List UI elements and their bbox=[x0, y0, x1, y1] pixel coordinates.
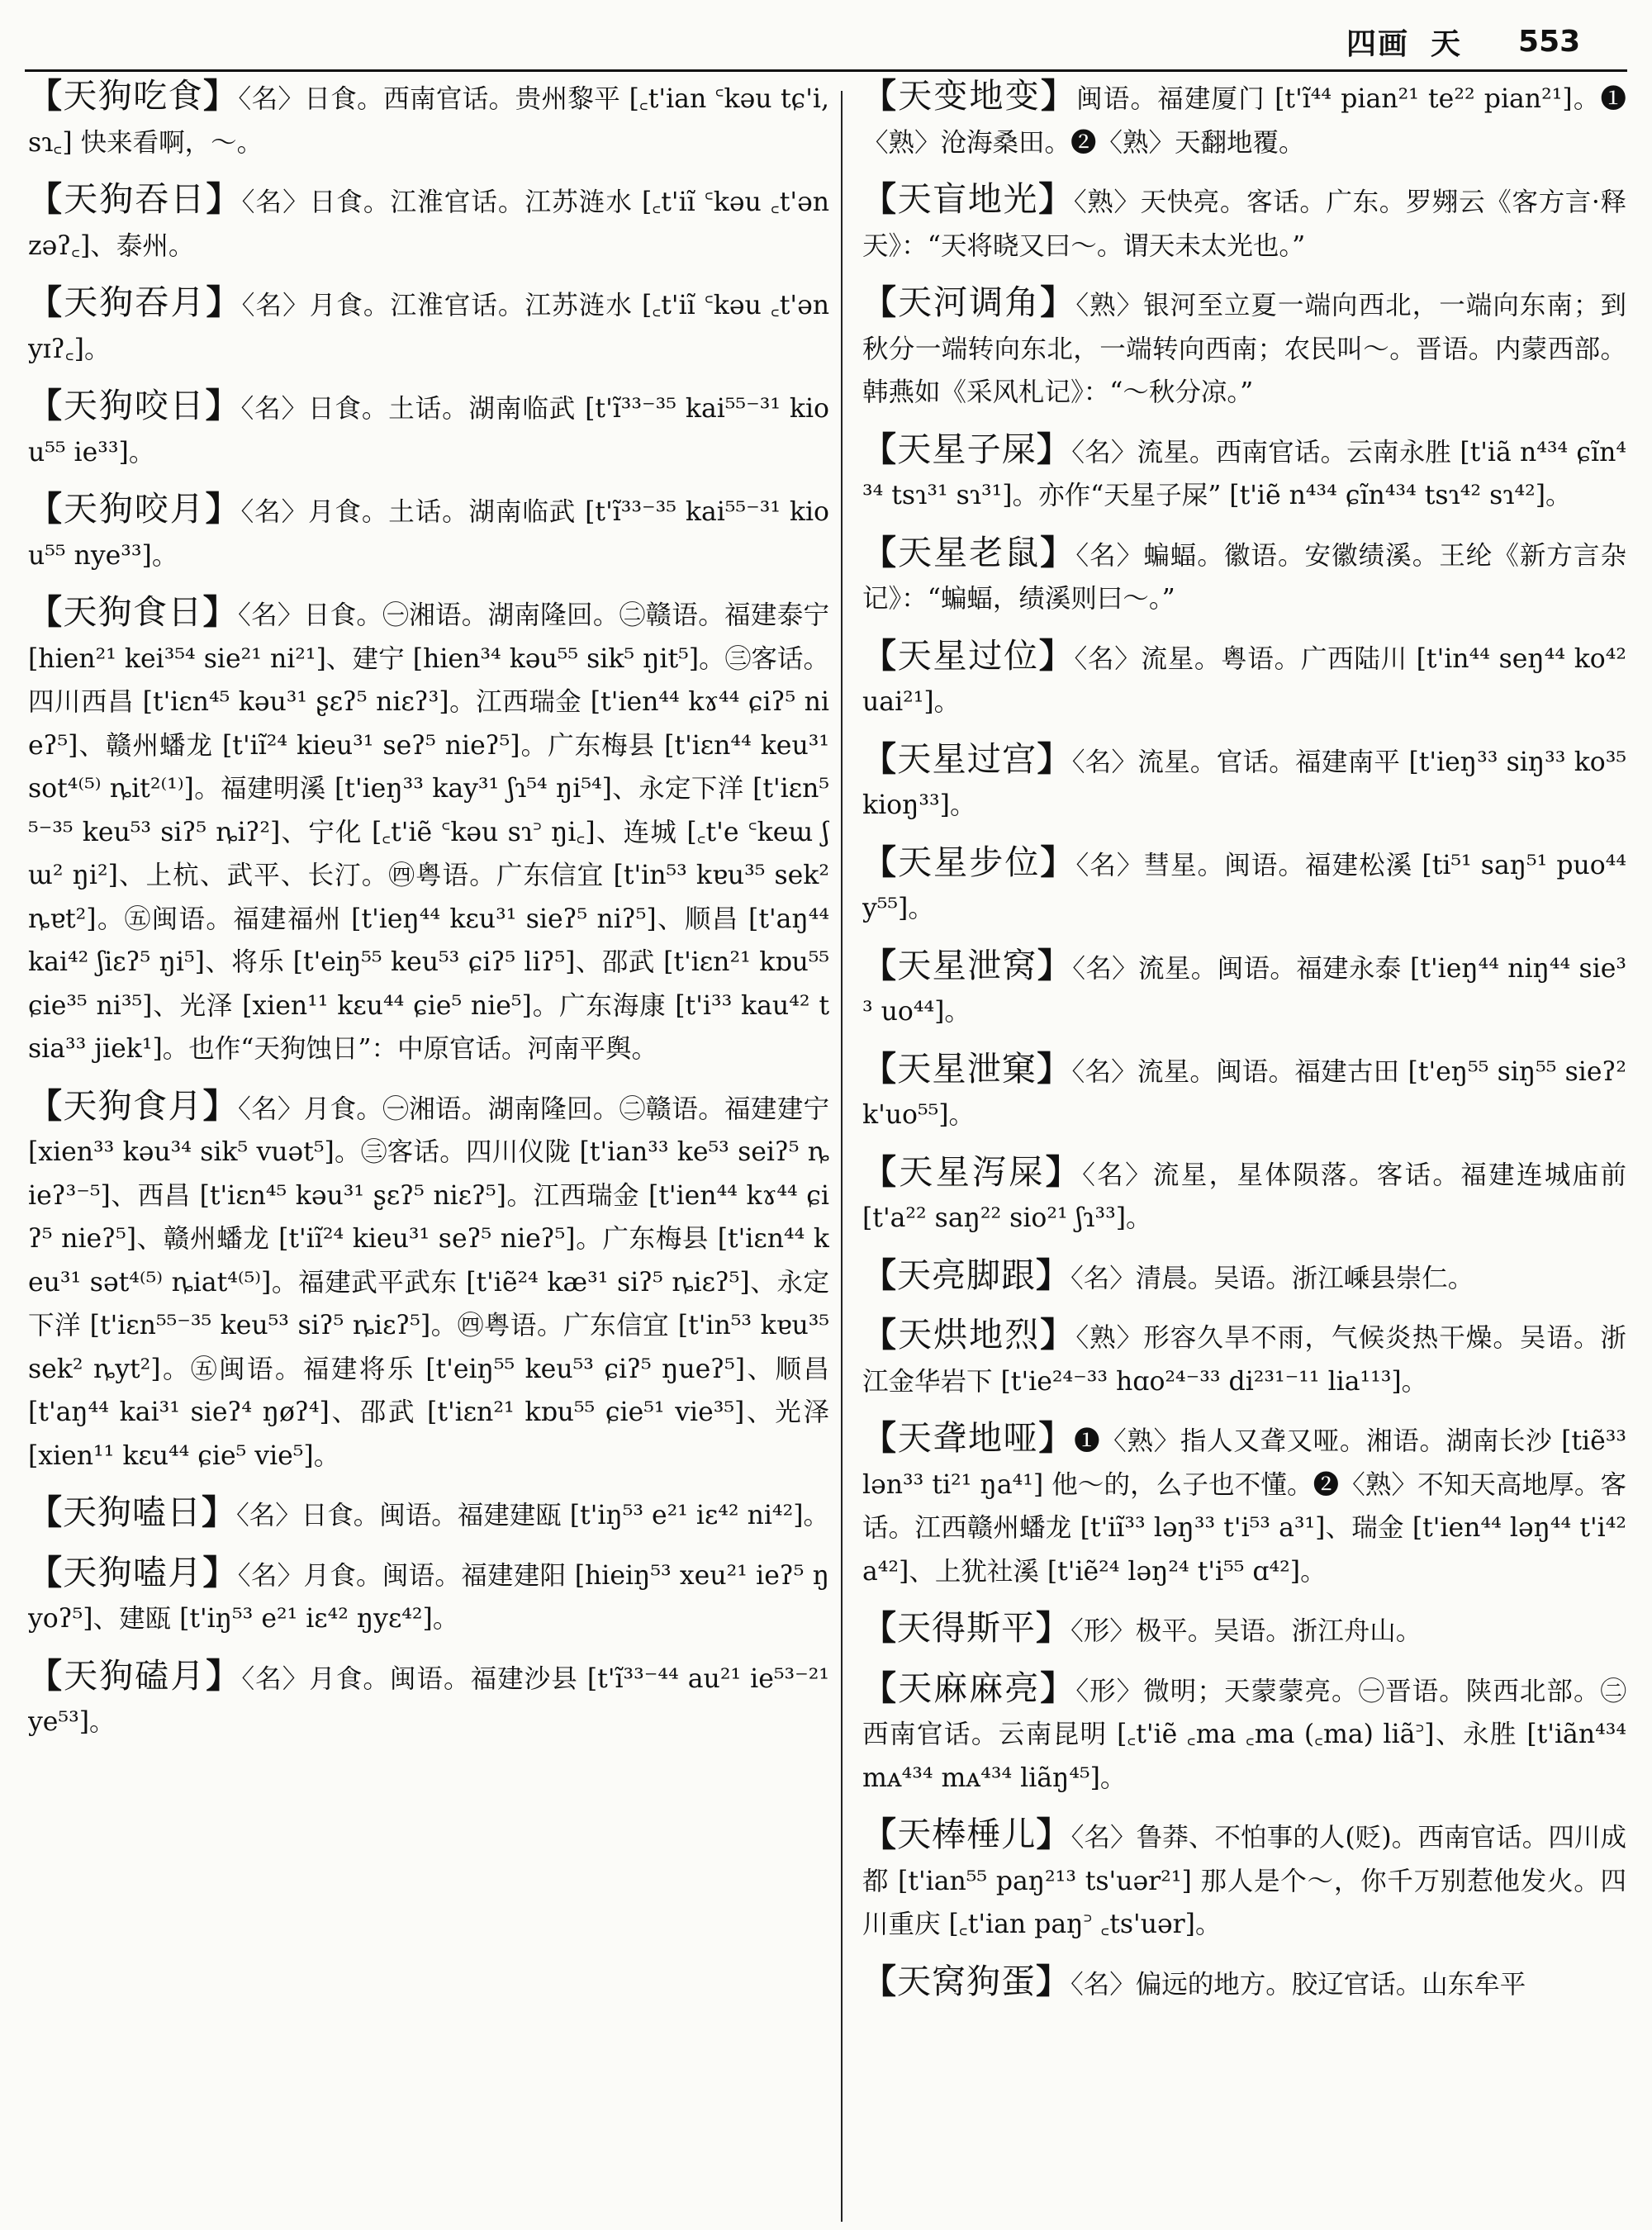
headword-bracket-open: 【 bbox=[28, 1492, 63, 1532]
dictionary-entry bbox=[862, 841, 1626, 931]
headword-bracket-open: 【 bbox=[862, 1255, 897, 1295]
headword-term: 天聋地哑 bbox=[897, 1418, 1039, 1458]
dictionary-entry bbox=[862, 1254, 1626, 1301]
headword-term: 天星过宫 bbox=[897, 738, 1037, 779]
entry-definition: 〈名〉月食。土话。湖南临武 [t'ĩ³³⁻³⁵ kai⁵⁵⁻³¹ kiou⁵⁵ nye³³]。 bbox=[28, 497, 829, 571]
entry-headword bbox=[862, 1255, 1070, 1295]
entry-definition: 闽语。福建厦门 [t'ĩ⁴⁴ pian²¹ te²² pian²¹]。❶〈熟〉沧海桑田。❷〈熟〉天翻地覆。 bbox=[862, 84, 1626, 158]
headword-bracket-close: 】 bbox=[1036, 1815, 1071, 1854]
header-rule bbox=[25, 69, 1627, 72]
dictionary-entry bbox=[862, 178, 1626, 268]
dictionary-entry bbox=[862, 1606, 1626, 1654]
dictionary-entry bbox=[862, 1151, 1626, 1241]
headword-bracket-open: 【 bbox=[28, 282, 64, 322]
dictionary-entry bbox=[28, 74, 829, 164]
headword-bracket-close: 】 bbox=[1037, 945, 1073, 985]
entry-definition: 〈形〉微明；天蒙蒙亮。㊀晋语。陕西北部。㊁西南官话。云南昆明 [꜀t'iẽ ꜀ma ꜀ma (꜀ma) liã꜄]、永胜 [t'iãn⁴³⁴ mᴀ⁴³⁴ mᴀ⁴³⁴ liãŋ⁴⁵]。 bbox=[862, 1676, 1626, 1793]
headword-bracket-open: 【 bbox=[28, 489, 64, 529]
dictionary-entry bbox=[28, 591, 829, 1071]
entry-definition: 〈名〉流星。官话。福建南平 [t'ieŋ³³ siŋ³³ ko³⁵ kioŋ³³]。 bbox=[862, 747, 1626, 820]
entry-definition: ❶〈熟〉指人又聋又哑。湘语。湖南长沙 [tiẽ³³ lən³³ ti²¹ ŋa⁴¹] 他～的，么子也不懂。❷〈熟〉不知天高地厚。客话。江西赣州蟠龙 [t'iĩ³³ ləŋ³³ t'i⁵³ a³¹]、瑞金 [t'ien⁴⁴ ləŋ⁴⁴ t'i⁴² a⁴²]、上犹社溪 [t'iẽ²⁴ ləŋ²⁴ t'i⁵⁵ ɑ⁴²]。 bbox=[862, 1426, 1626, 1587]
headword-term: 天窝狗蛋 bbox=[897, 1961, 1036, 2001]
entry-headword bbox=[28, 282, 242, 322]
headword-bracket-close: 】 bbox=[1037, 738, 1072, 779]
dictionary-entry bbox=[28, 178, 829, 268]
headword-bracket-open: 【 bbox=[862, 1151, 900, 1192]
headword-bracket-close: 】 bbox=[202, 592, 239, 632]
entry-headword bbox=[862, 1418, 1074, 1458]
headword-bracket-close: 】 bbox=[1038, 635, 1075, 676]
headword-bracket-close: 】 bbox=[202, 1492, 236, 1532]
dictionary-entry bbox=[862, 531, 1626, 621]
headword-bracket-open: 【 bbox=[862, 532, 899, 572]
headword-bracket-open: 【 bbox=[862, 282, 899, 322]
column-divider bbox=[841, 91, 843, 2222]
headword-term: 天狗食月 bbox=[63, 1085, 203, 1126]
dictionary-entry bbox=[862, 428, 1626, 518]
entry-definition: 〈名〉流星。闽语。福建古田 [t'eŋ⁵⁵ siŋ⁵⁵ sieʔ² k'uo⁵⁵]。 bbox=[862, 1056, 1626, 1130]
headword-term: 天河调角 bbox=[898, 282, 1041, 322]
entry-headword bbox=[862, 842, 1076, 882]
entry-headword bbox=[862, 429, 1071, 469]
headword-bracket-open: 【 bbox=[862, 738, 898, 779]
dictionary-entry bbox=[862, 281, 1626, 415]
headword-bracket-close: 】 bbox=[205, 489, 241, 529]
headword-bracket-open: 【 bbox=[28, 76, 64, 116]
dictionary-entry bbox=[28, 487, 829, 577]
entry-headword bbox=[28, 179, 242, 219]
entry-definition: 〈名〉日食。㊀湘语。湖南隆回。㊁赣语。福建泰宁 [hien²¹ kei³⁵⁴ sie²¹ ni²¹]、建宁 [hien³⁴ kəu⁵⁵ sik⁵ ŋit⁵]。㊂客话。四川西昌 [t'iɛn⁴⁵ kəu³¹ ʂɛʔ⁵ niɛʔ³]。江西瑞金 [t'ien⁴⁴ kɤ⁴⁴ ɕiʔ⁵ nieʔ⁵]、赣州蟠龙 [t'iĩ²⁴ kieu³¹ seʔ⁵ nieʔ⁵]。广东梅县 [t'iɛn⁴⁴ keu³¹ sot⁴⁽⁵⁾ ȵit²⁽¹⁾]。福建明溪 [t'ieŋ³³ kay³¹ ʃɿ⁵⁴ ŋi⁵⁴]、永定下洋 [t'iɛn⁵⁵⁻³⁵ keu⁵³ siʔ⁵ ȵiʔ²]、宁化 [꜀t'iẽ ꜂kəu sɿ꜄ ŋi꜀]、连城 [꜀t'e ꜂keɯ ʃɯ² ŋi²]、上杭、武平、长汀。㊃粤语。广东信宜 [t'in⁵³ kɐu³⁵ sek² ȵɐt²]。㊄闽语。福建福州 [t'ieŋ⁴⁴ kɛu³¹ sieʔ⁵ niʔ⁵]、顺昌 [t'aŋ⁴⁴ kai⁴² ʃiɛʔ⁵ ŋi⁵]、将乐 [t'eiŋ⁵⁵ keu⁵³ ɕiʔ⁵ liʔ⁵]、邵武 [t'iɛn²¹ kɒu⁵⁵ ɕie³⁵ ni³⁵]、光泽 [xien¹¹ kɛu⁴⁴ ɕie⁵ nie⁵]。广东海康 [t'i³³ kau⁴² tsia³³ jiek¹]。也作“天狗蚀日”：中原官话。河南平舆。 bbox=[28, 600, 829, 1064]
dictionary-entry bbox=[862, 738, 1626, 828]
headword-term: 天狗磕月 bbox=[64, 1655, 206, 1696]
headword-term: 天星老鼠 bbox=[898, 532, 1041, 572]
entry-headword bbox=[862, 739, 1072, 779]
entry-headword bbox=[28, 386, 241, 425]
dictionary-entry bbox=[862, 1667, 1626, 1801]
entry-headword bbox=[862, 1815, 1071, 1854]
headword-bracket-open: 【 bbox=[862, 1418, 898, 1458]
headword-term: 天狗食日 bbox=[63, 592, 203, 632]
entry-headword bbox=[862, 1152, 1082, 1192]
headword-term: 天狗咬月 bbox=[63, 489, 206, 529]
entry-headword bbox=[862, 1962, 1070, 2001]
headword-bracket-close: 】 bbox=[1037, 1048, 1072, 1089]
entry-headword bbox=[862, 533, 1075, 572]
dictionary-entry bbox=[862, 1813, 1626, 1947]
headword-bracket-close: 】 bbox=[202, 1085, 239, 1126]
headword-term: 天得斯平 bbox=[897, 1608, 1036, 1648]
headword-term: 天星过位 bbox=[897, 635, 1039, 676]
entry-definition: 〈名〉流星。闽语。福建永泰 [t'ieŋ⁴⁴ niŋ⁴⁴ sie³³ uo⁴⁴]。 bbox=[862, 953, 1626, 1027]
entry-definition: 〈名〉彗星。闽语。福建松溪 [ti⁵¹ saŋ⁵¹ puo⁴⁴ y⁵⁵]。 bbox=[862, 850, 1626, 923]
headword-term: 天星步位 bbox=[898, 842, 1041, 882]
headword-bracket-close: 】 bbox=[205, 386, 241, 425]
headword-term: 天星泻屎 bbox=[899, 1151, 1046, 1192]
headword-term: 天狗吃食 bbox=[63, 76, 204, 116]
entry-headword bbox=[862, 946, 1072, 985]
headword-bracket-close: 】 bbox=[1040, 282, 1076, 322]
headword-term: 天狗嗑日 bbox=[63, 1492, 202, 1532]
entry-definition: 〈形〉极平。吴语。浙江舟山。 bbox=[1070, 1616, 1422, 1646]
dictionary-entry bbox=[862, 74, 1626, 164]
dictionary-entry bbox=[28, 1654, 829, 1744]
entry-headword bbox=[28, 1656, 241, 1696]
dictionary-entry bbox=[28, 1551, 829, 1641]
headword-bracket-open: 【 bbox=[28, 1552, 64, 1592]
dictionary-entry bbox=[862, 1313, 1626, 1403]
headword-bracket-open: 【 bbox=[862, 1315, 899, 1355]
headword-bracket-close: 】 bbox=[202, 1552, 238, 1592]
headword-bracket-close: 】 bbox=[1037, 429, 1072, 469]
headword-bracket-open: 【 bbox=[28, 1655, 64, 1696]
headword-bracket-close: 】 bbox=[1040, 1668, 1076, 1708]
entry-definition: 〈名〉流星，星体陨落。客话。福建连城庙前 [t'a²² saŋ²² sio²¹ ʃɿ³³]。 bbox=[862, 1160, 1626, 1233]
headword-term: 天狗咬日 bbox=[63, 386, 206, 425]
headword-term: 天狗吞日 bbox=[64, 179, 206, 219]
entry-definition: 〈名〉月食。江淮官话。江苏涟水 [꜀t'iĩ ꜂kəu ꜀t'ən yɪʔ꜀]。 bbox=[28, 291, 829, 364]
entry-definition: 〈名〉偏远的地方。胶辽官话。山东牟平 bbox=[1070, 1969, 1526, 2000]
entry-definition: 〈名〉鲁莽、不怕事的人(贬)。西南官话。四川成都 [t'ian⁵⁵ paŋ²¹³ ts'uər²¹] 那人是个～，你千万别惹他发火。四川重庆 [꜀t'ian paŋ꜄ ꜀ts'uər]。 bbox=[862, 1823, 1626, 1939]
page-number: 553 bbox=[1518, 24, 1581, 59]
headword-term: 天烘地烈 bbox=[898, 1315, 1041, 1355]
dictionary-entry bbox=[28, 1491, 829, 1538]
headword-bracket-open: 【 bbox=[862, 1961, 897, 2001]
headword-bracket-open: 【 bbox=[862, 429, 898, 469]
headword-term: 天星泄窝 bbox=[897, 945, 1037, 985]
headword-bracket-close: 】 bbox=[1036, 1961, 1070, 2001]
headword-bracket-close: 】 bbox=[206, 179, 242, 219]
headword-bracket-open: 【 bbox=[862, 1048, 898, 1089]
entry-definition: 〈名〉流星。粤语。广西陆川 [t'in⁴⁴ seŋ⁴⁴ ko⁴² uai²¹]。 bbox=[862, 643, 1626, 717]
entry-definition: 〈熟〉银河至立夏一端向西北，一端向东南；到秋分一端转向东北，一端转向西南；农民叫～。晋语。内蒙西部。韩燕如《采风札记》：“～秋分凉。” bbox=[862, 291, 1626, 407]
headword-bracket-close: 】 bbox=[206, 1655, 242, 1696]
headword-bracket-close: 】 bbox=[1040, 1315, 1076, 1355]
headword-bracket-close: 】 bbox=[1040, 842, 1076, 882]
headword-bracket-open: 【 bbox=[862, 1608, 897, 1648]
headword-term: 天狗吞月 bbox=[64, 282, 206, 322]
dictionary-entry bbox=[28, 384, 829, 474]
entry-definition: 〈名〉日食。土话。湖南临武 [t'ĩ³³⁻³⁵ kai⁵⁵⁻³¹ kiou⁵⁵ ie³³]。 bbox=[28, 394, 829, 467]
headword-term: 天棒棰儿 bbox=[897, 1815, 1037, 1854]
headword-bracket-close: 】 bbox=[1040, 532, 1076, 572]
headword-bracket-open: 【 bbox=[28, 386, 64, 425]
headword-bracket-open: 【 bbox=[862, 635, 898, 676]
headword-term: 天麻麻亮 bbox=[898, 1668, 1041, 1708]
dictionary-entry bbox=[28, 1084, 829, 1478]
headword-bracket-close: 】 bbox=[1038, 1418, 1075, 1458]
headword-bracket-close: 】 bbox=[1040, 76, 1077, 116]
headword-bracket-close: 】 bbox=[206, 282, 242, 322]
headword-term: 天变地变 bbox=[898, 76, 1041, 116]
dictionary-entry bbox=[28, 281, 829, 371]
headword-bracket-close: 】 bbox=[203, 76, 239, 116]
headword-bracket-open: 【 bbox=[28, 592, 64, 632]
entry-definition: 〈名〉清晨。吴语。浙江嵊县崇仁。 bbox=[1070, 1263, 1474, 1293]
headword-term: 天狗嗑月 bbox=[63, 1552, 203, 1592]
dictionary-entry bbox=[862, 1047, 1626, 1137]
dictionary-entry bbox=[862, 634, 1626, 724]
headword-bracket-close: 】 bbox=[1038, 179, 1074, 219]
entry-headword bbox=[862, 76, 1076, 116]
headword-bracket-open: 【 bbox=[862, 1668, 899, 1708]
left-column bbox=[28, 74, 829, 2230]
headword-bracket-open: 【 bbox=[28, 1085, 64, 1126]
entry-definition: 〈名〉月食。㊀湘语。湖南隆回。㊁赣语。福建建宁 [xien³³ kəu³⁴ sik⁵ vuət⁵]。㊂客话。四川仪陇 [t'ian³³ ke⁵³ seiʔ⁵ ȵieʔ³⁻⁵]、西昌 [t'iɛn⁴⁵ kəu³¹ ʂɛʔ⁵ niɛʔ⁵]。江西瑞金 [t'ien⁴⁴ kɤ⁴⁴ ɕiʔ⁵ nieʔ⁵]、赣州蟠龙 [t'iĩ²⁴ kieu³¹ seʔ⁵ nieʔ⁵]。广东梅县 [t'iɛn⁴⁴ keu³¹ sət⁴⁽⁵⁾ ȵiat⁴⁽⁵⁾]。福建武平武东 [t'iẽ²⁴ kæ³¹ siʔ⁵ ȵiɛʔ⁵]、永定下洋 [t'iɛn⁵⁵⁻³⁵ keu⁵³ siʔ⁵ ȵiɛʔ⁵]。㊃粤语。广东信宜 [t'in⁵³ kɐu³⁵ sek² ȵyt²]。㊄闽语。福建将乐 [t'eiŋ⁵⁵ keu⁵³ ɕiʔ⁵ ŋueʔ⁵]、顺昌 [t'aŋ⁴⁴ kai³¹ sieʔ⁴ ŋøʔ⁴]、邵武 [t'iɛn²¹ kɒu⁵⁵ ɕie⁵¹ vie³⁵]、光泽 [xien¹¹ kɛu⁴⁴ ɕie⁵ vie⁵]。 bbox=[28, 1094, 829, 1471]
entry-headword bbox=[28, 76, 238, 116]
entry-headword bbox=[28, 1086, 238, 1126]
headword-term: 天星泄窠 bbox=[897, 1048, 1037, 1089]
headword-bracket-close: 】 bbox=[1036, 1255, 1070, 1295]
entry-headword bbox=[28, 1553, 238, 1592]
headword-bracket-open: 【 bbox=[862, 945, 898, 985]
entry-headword bbox=[862, 179, 1074, 219]
entry-definition: 〈名〉日食。西南官话。贵州黎平 [꜀t'ian ꜂kəu tɕ'i, sɿ꜀] 快来看啊，～。 bbox=[28, 84, 829, 158]
headword-bracket-open: 【 bbox=[862, 179, 898, 219]
section-label: 四画 bbox=[1346, 26, 1410, 61]
entry-definition: 〈熟〉形容久旱不雨，气候炎热干燥。吴语。浙江金华岩下 [t'ie²⁴⁻³³ hɑo²⁴⁻³³ di²³¹⁻¹¹ lia¹¹³]。 bbox=[862, 1323, 1626, 1397]
page-header bbox=[1346, 21, 1604, 61]
headword-bracket-open: 【 bbox=[28, 179, 64, 219]
headword-term: 天星子屎 bbox=[897, 429, 1037, 469]
entry-headword bbox=[862, 636, 1074, 676]
right-column bbox=[862, 74, 1626, 2230]
headword-bracket-open: 【 bbox=[862, 1815, 898, 1854]
dictionary-entry bbox=[862, 944, 1626, 1034]
headword-bracket-close: 】 bbox=[1036, 1608, 1070, 1648]
entry-headword bbox=[862, 1049, 1071, 1089]
entry-definition: 〈熟〉天快亮。客话。广东。罗翙云《客方言·释天》：“天将晓又曰～。谓天未太光也。” bbox=[862, 187, 1626, 261]
entry-definition: 〈名〉日食。闽语。福建建瓯 [t'iŋ⁵³ e²¹ iɛ⁴² ni⁴²]。 bbox=[236, 1501, 829, 1530]
entry-definition: 〈名〉月食。闽语。福建建阳 [hieiŋ⁵³ xeu²¹ ieʔ⁵ ŋyoʔ⁵]、建瓯 [t'iŋ⁵³ e²¹ iɛ⁴² ŋyɛ⁴²]。 bbox=[28, 1560, 829, 1634]
entry-headword bbox=[28, 592, 238, 632]
entry-headword bbox=[862, 1315, 1075, 1355]
headword-bracket-open: 【 bbox=[862, 842, 899, 882]
dictionary-entry bbox=[862, 1416, 1626, 1593]
header-character: 天 bbox=[1431, 26, 1461, 61]
headword-bracket-open: 【 bbox=[862, 76, 899, 116]
headword-bracket-close: 】 bbox=[1045, 1151, 1083, 1192]
entry-headword bbox=[862, 282, 1075, 322]
entry-definition: 〈名〉流星。西南官话。云南永胜 [t'iã n⁴³⁴ ɕĩn⁴³⁴ tsɿ³¹ sɿ³¹]。亦作“天星子屎” [t'iẽ n⁴³⁴ ɕĩn⁴³⁴ tsɿ⁴² sɿ⁴²]。 bbox=[862, 437, 1626, 510]
entry-definition: 〈名〉月食。闽语。福建沙县 [t'ĩ³³⁻⁴⁴ au²¹ ie⁵³⁻²¹ ye⁵³]。 bbox=[28, 1663, 829, 1737]
entry-headword bbox=[862, 1608, 1070, 1648]
headword-term: 天盲地光 bbox=[897, 179, 1039, 219]
headword-term: 天亮脚跟 bbox=[897, 1255, 1036, 1295]
entry-definition: 〈名〉蝙蝠。徽语。安徽绩溪。王纶《新方言杂记》：“蝙蝠，绩溪则曰～。” bbox=[862, 540, 1626, 614]
entry-headword bbox=[28, 1492, 236, 1532]
entry-headword bbox=[862, 1668, 1075, 1708]
dictionary-entry bbox=[862, 1960, 1626, 2007]
entry-definition: 〈名〉日食。江淮官话。江苏涟水 [꜀t'iĩ ꜂kəu ꜀t'ən zəʔ꜀]、泰州。 bbox=[28, 187, 829, 261]
entry-headword bbox=[28, 489, 241, 529]
